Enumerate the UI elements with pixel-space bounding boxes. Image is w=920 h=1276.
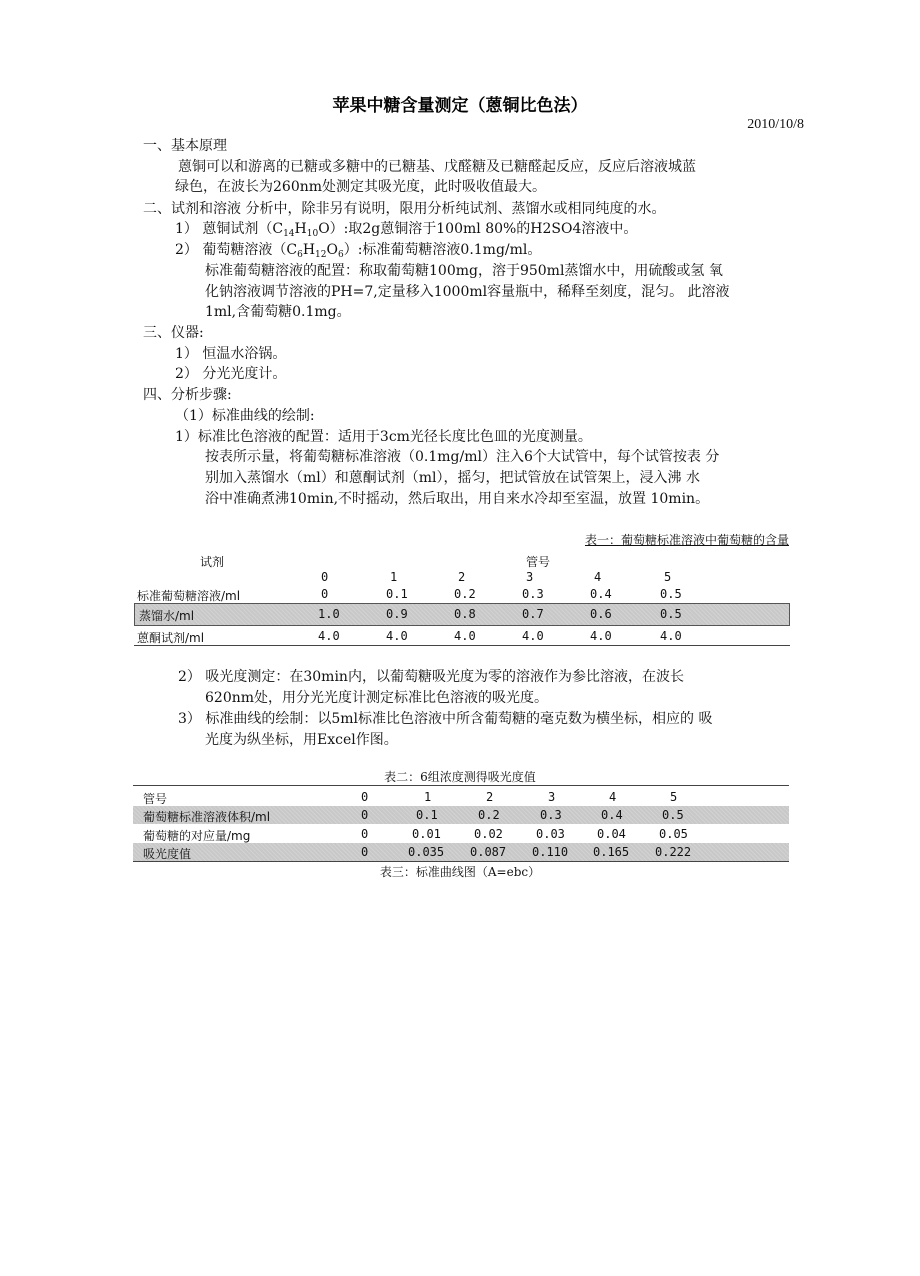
step-3-line-1: 3） 标准曲线的绘制：以5ml标准比色溶液中所含葡萄糖的毫克数为横坐标，相应的 吸 [178, 711, 713, 727]
glucose-prep-line-2: 化钠溶液调节溶液的PH=7,定量移入1000ml容量瓶中，稀释至刻度，混匀。 此溶液 [205, 284, 730, 300]
instrument-item-2: 2） 分光光度计。 [175, 366, 287, 382]
table-cell: 4.0 [318, 629, 340, 643]
table-1-bottom-rule [134, 645, 790, 646]
table-cell: 2 [458, 570, 466, 584]
table-cell: 4.0 [386, 629, 408, 643]
table-cell: 0.035 [408, 845, 445, 859]
table-cell: 4.0 [454, 629, 476, 643]
formula-text: O [326, 242, 338, 258]
row-label: 吸光度值 [143, 847, 192, 861]
step-2-line-1: 2） 吸光度测定：在30min内，以葡萄糖吸光度为零的溶液作为参比溶液，在波长 [178, 669, 684, 685]
table-cell: 4.0 [522, 629, 544, 643]
step-subheading-1: （1）标准曲线的绘制: [175, 408, 315, 424]
table-cell: 0.2 [478, 808, 500, 822]
table-cell: 0.6 [590, 607, 612, 621]
table-1-reagent-header: 试剂 [200, 555, 225, 569]
formula-subscript: 12 [315, 250, 327, 260]
table-cell: 0.110 [532, 845, 569, 859]
table-cell: 0.4 [601, 808, 623, 822]
table-cell: 0.1 [386, 587, 408, 601]
table-cell: 1.0 [318, 607, 340, 621]
table-cell: 3 [548, 790, 556, 804]
table-2-caption: 表二：6组浓度测得吸光度值 [384, 770, 536, 784]
table-cell: 0.5 [660, 587, 682, 601]
table-cell: 1 [390, 570, 398, 584]
formula-subscript: 6 [337, 250, 344, 260]
table-cell: 0 [361, 808, 369, 822]
table-cell: 0.8 [454, 607, 476, 621]
step-1-line-2: 别加入蒸馏水（ml）和蒽酮试剂（ml），摇匀，把试管放在试管架上，浸入沸 水 [205, 470, 700, 486]
section-1-heading: 一、基本原理 [143, 138, 227, 154]
glucose-prep-line-1: 标准葡萄糖溶液的配置：称取葡萄糖100mg，溶于950ml蒸馏水中，用硫酸或氢 氧 [205, 263, 723, 279]
formula-text: H [294, 221, 307, 237]
reagent-item-glucose-text: ）:标准葡萄糖溶液0.1mg/ml。 [343, 242, 542, 258]
formula-subscript: 10 [306, 229, 319, 239]
row-label: 葡萄糖的对应量/mg [143, 829, 251, 843]
table-cell: 0 [321, 587, 329, 601]
table-cell: 3 [526, 570, 534, 584]
table-cell: 4.0 [590, 629, 612, 643]
step-1-line-1: 按表所示量，将葡萄糖标准溶液（0.1mg/ml）注入6个大试管中，每个试管按表 分 [205, 449, 720, 465]
table-cell: 0.222 [655, 845, 692, 859]
table-cell: 0.4 [590, 587, 612, 601]
row-label: 标准葡萄糖溶液/ml [137, 589, 241, 603]
table-1-tube-header: 管号 [526, 555, 551, 569]
table-cell: 0.05 [659, 827, 688, 841]
table-cell: 4.0 [660, 629, 682, 643]
table-cell: 0.5 [660, 607, 682, 621]
table-cell: 0.3 [540, 808, 562, 822]
table-cell: 0.02 [474, 827, 503, 841]
table-cell: 0.7 [522, 607, 544, 621]
table-cell: 0.04 [597, 827, 626, 841]
table-2-bottom-rule [133, 861, 789, 862]
table-cell: 0.01 [412, 827, 441, 841]
table-cell: 0.1 [416, 808, 438, 822]
glucose-prep-line-3: 1ml,含葡萄糖0.1mg。 [205, 304, 351, 320]
instrument-item-1: 1） 恒温水浴锅。 [175, 346, 287, 362]
step-3-line-2: 光度为纵坐标，用Excel作图。 [205, 732, 398, 748]
table-cell: 0.5 [662, 808, 684, 822]
step-1-line-3: 浴中准确煮沸10min,不时摇动，然后取出，用自来水冷却至室温，放置 10min。 [205, 491, 710, 507]
table-cell: 0 [361, 790, 369, 804]
table-cell: 1 [424, 790, 432, 804]
row-label: 管号 [143, 792, 168, 806]
document-date: 2010/10/8 [747, 117, 804, 132]
section-3-heading: 三、仪器: [143, 325, 204, 341]
table-cell: 0.2 [454, 587, 476, 601]
table-cell: 4 [609, 790, 617, 804]
reagent-item-glucose-text: 2） 葡萄糖溶液（C [175, 242, 298, 258]
row-label: 蒸馏水/ml [139, 609, 195, 623]
section-4-heading: 四、分析步骤: [143, 387, 232, 403]
table-cell: 2 [486, 790, 494, 804]
table-cell: 0 [361, 845, 369, 859]
table-1-caption: 表一：葡萄糖标准溶液中葡萄糖的含量 [584, 533, 789, 547]
table-cell: 0.9 [386, 607, 408, 621]
table-cell: 0.3 [522, 587, 544, 601]
table-cell: 4 [594, 570, 602, 584]
table-cell: 0.087 [470, 845, 507, 859]
table-cell: 0 [361, 827, 369, 841]
row-label: 蒽酮试剂/ml [137, 631, 205, 645]
reagent-item-anthrone-text: 1） 蒽铜试剂（C [175, 221, 284, 237]
row-label: 葡萄糖标准溶液体积/ml [143, 810, 271, 824]
formula-subscript: 6 [297, 250, 303, 260]
table-cell: 5 [664, 570, 672, 584]
table-cell: 5 [670, 790, 678, 804]
section-1-text-line-2: 绿色，在波长为260nm处测定其吸光度，此时吸收值最大。 [175, 179, 547, 195]
table-cell: 0 [321, 570, 329, 584]
section-1-text-line-1: 蒽铜可以和游离的已糖或多糖中的已糖基、戊醛糖及已糖醛起反应，反应后溶液城蓝 [178, 159, 696, 175]
reagent-item-anthrone-text: O）:取2g蒽铜溶于100ml 80%的H2SO4溶液中。 [318, 221, 638, 237]
formula-subscript: 14 [283, 229, 295, 239]
step-2-line-2: 620nm处，用分光光度计测定标准比色溶液的吸光度。 [205, 690, 549, 706]
table-2-top-rule [133, 785, 789, 786]
step-1-heading: 1）标准比色溶液的配置：适用于3cm光径长度比色皿的光度测量。 [175, 429, 592, 445]
formula-text: H [302, 242, 316, 258]
document-title: 苹果中糖含量测定（蒽铜比色法） [332, 96, 588, 116]
table-3-caption: 表三：标准曲线图（A=ebc） [379, 865, 541, 879]
table-cell: 0.03 [536, 827, 565, 841]
table-cell: 0.165 [593, 845, 630, 859]
section-2-heading: 二、试剂和溶液 分析中，除非另有说明，限用分析纯试剂、蒸馏水或相同纯度的水。 [143, 201, 666, 217]
